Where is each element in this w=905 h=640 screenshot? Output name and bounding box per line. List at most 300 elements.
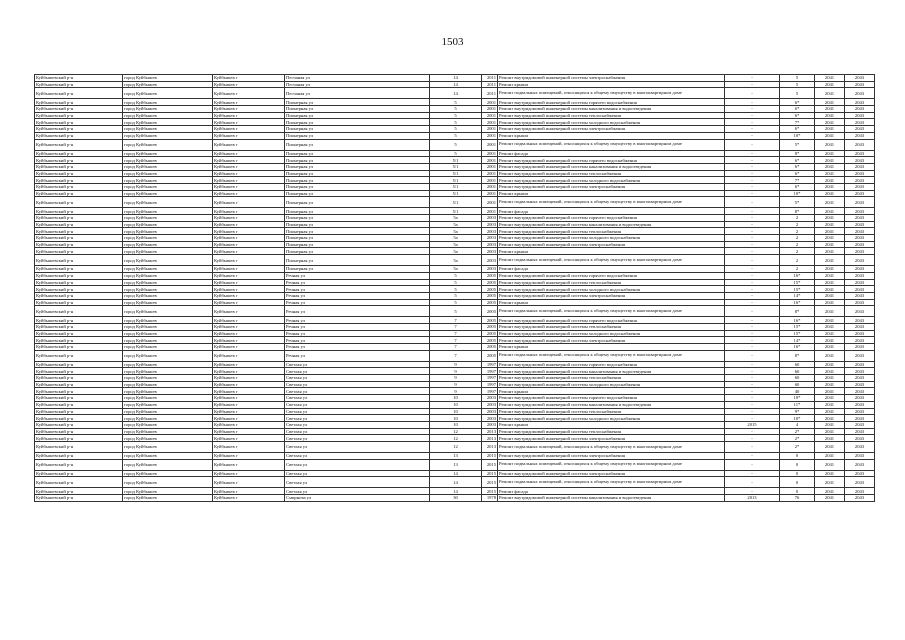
district-cell: Куйбышевский р-н bbox=[35, 183, 123, 190]
street-cell: Пионерная ул bbox=[285, 190, 430, 197]
municipality-cell: город Куйбышев bbox=[123, 215, 213, 222]
municipality-cell: город Куйбышев bbox=[123, 306, 213, 317]
house-number-cell: 5/1 bbox=[430, 177, 482, 184]
plan-end-cell: 2043 bbox=[845, 266, 875, 273]
house-number-cell: 12 bbox=[430, 441, 482, 452]
plan-start-cell: 2041 bbox=[815, 395, 845, 402]
locality-cell: Куйбышев г bbox=[213, 81, 285, 88]
plan-start-cell: 2041 bbox=[815, 132, 845, 139]
municipality-cell: город Куйбышев bbox=[123, 361, 213, 368]
plan-end-cell: 2043 bbox=[845, 221, 875, 228]
build-year-cell: 2001 bbox=[482, 183, 498, 190]
locality-cell: Куйбышев г bbox=[213, 388, 285, 395]
street-cell: Светлая ул bbox=[285, 459, 430, 470]
street-cell: Речная ул bbox=[285, 344, 430, 351]
plan-start-cell: 2041 bbox=[815, 221, 845, 228]
last-repair-year-cell: - bbox=[725, 415, 780, 422]
street-cell: Пионерная ул bbox=[285, 126, 430, 133]
wear-cell: 16* bbox=[780, 272, 815, 279]
work-type-cell: Ремонт внутридомовой инженерной системы холодного водоснабжения bbox=[498, 235, 725, 242]
table-row bbox=[35, 279, 875, 286]
plan-start-cell: 2041 bbox=[815, 459, 845, 470]
plan-end-cell: 2043 bbox=[845, 368, 875, 375]
house-number-cell: 5 bbox=[430, 119, 482, 126]
last-repair-year-cell: - bbox=[725, 452, 780, 459]
build-year-cell: 2005 bbox=[482, 292, 498, 299]
table-row bbox=[35, 132, 875, 139]
district-cell: Куйбышевский р-н bbox=[35, 75, 123, 82]
wear-cell: 10* bbox=[780, 132, 815, 139]
build-year-cell: 2005 bbox=[482, 306, 498, 317]
plan-end-cell: 2043 bbox=[845, 88, 875, 99]
wear-cell: 16* bbox=[780, 299, 815, 306]
locality-cell: Куйбышев г bbox=[213, 375, 285, 382]
house-number-cell: 5 bbox=[430, 286, 482, 293]
build-year-cell: 2003 bbox=[482, 241, 498, 248]
build-year-cell: 1997 bbox=[482, 388, 498, 395]
work-type-cell: Ремонт внутридомовой инженерной системы канализования и водоотведения bbox=[498, 163, 725, 170]
last-repair-year-cell: - bbox=[725, 197, 780, 208]
house-number-cell: 10 bbox=[430, 408, 482, 415]
table-row bbox=[35, 292, 875, 299]
municipality-cell: город Куйбышев bbox=[123, 337, 213, 344]
plan-end-cell: 2043 bbox=[845, 381, 875, 388]
locality-cell: Куйбышев г bbox=[213, 255, 285, 266]
build-year-cell: 2005 bbox=[482, 337, 498, 344]
municipality-cell: город Куйбышев bbox=[123, 132, 213, 139]
district-cell: Куйбышевский р-н bbox=[35, 388, 123, 395]
house-number-cell: 5а bbox=[430, 235, 482, 242]
locality-cell: Куйбышев г bbox=[213, 208, 285, 215]
locality-cell: Куйбышев г bbox=[213, 306, 285, 317]
locality-cell: Куйбышев г bbox=[213, 408, 285, 415]
municipality-cell: город Куйбышев bbox=[123, 228, 213, 235]
build-year-cell: 2001 bbox=[482, 157, 498, 164]
plan-end-cell: 2043 bbox=[845, 459, 875, 470]
municipality-cell: город Куйбышев bbox=[123, 330, 213, 337]
last-repair-year-cell: - bbox=[725, 177, 780, 184]
municipality-cell: город Куйбышев bbox=[123, 395, 213, 402]
locality-cell: Куйбышев г bbox=[213, 99, 285, 106]
district-cell: Куйбышевский р-н bbox=[35, 112, 123, 119]
district-cell: Куйбышевский р-н bbox=[35, 139, 123, 150]
wear-cell: 5 bbox=[780, 81, 815, 88]
street-cell: Пионерная ул bbox=[285, 170, 430, 177]
work-type-cell: Ремонт крыши bbox=[498, 132, 725, 139]
last-repair-year-cell: - bbox=[725, 99, 780, 106]
work-type-cell: Ремонт внутридомовой инженерной системы горячего водоснабжения bbox=[498, 317, 725, 324]
plan-end-cell: 2043 bbox=[845, 337, 875, 344]
last-repair-year-cell: - bbox=[725, 286, 780, 293]
work-type-cell: Ремонт внутридомовой инженерной системы канализования и водоотведения bbox=[498, 368, 725, 375]
table-row bbox=[35, 401, 875, 408]
table-row bbox=[35, 75, 875, 82]
street-cell: Речная ул bbox=[285, 279, 430, 286]
plan-start-cell: 2041 bbox=[815, 272, 845, 279]
municipality-cell: город Куйбышев bbox=[123, 428, 213, 435]
locality-cell: Куйбышев г bbox=[213, 150, 285, 157]
build-year-cell: 2015 bbox=[482, 488, 498, 495]
plan-end-cell: 2043 bbox=[845, 306, 875, 317]
work-type-cell: Ремонт внутридомовой инженерной системы электроснабжения bbox=[498, 241, 725, 248]
plan-end-cell: 2043 bbox=[845, 292, 875, 299]
table-row bbox=[35, 337, 875, 344]
wear-cell: 0 bbox=[780, 470, 815, 477]
district-cell: Куйбышевский р-н bbox=[35, 395, 123, 402]
table-row bbox=[35, 190, 875, 197]
locality-cell: Куйбышев г bbox=[213, 235, 285, 242]
wear-cell: 60 bbox=[780, 361, 815, 368]
wear-cell: 2 bbox=[780, 248, 815, 255]
district-cell: Куйбышевский р-н bbox=[35, 299, 123, 306]
last-repair-year-cell: - bbox=[725, 183, 780, 190]
wear-cell: 2 bbox=[780, 235, 815, 242]
house-number-cell: 9 bbox=[430, 361, 482, 368]
plan-start-cell: 2041 bbox=[815, 119, 845, 126]
municipality-cell: город Куйбышев bbox=[123, 241, 213, 248]
street-cell: Пионерная ул bbox=[285, 197, 430, 208]
last-repair-year-cell: - bbox=[725, 470, 780, 477]
table-row bbox=[35, 421, 875, 428]
plan-start-cell: 2041 bbox=[815, 139, 845, 150]
municipality-cell: город Куйбышев bbox=[123, 255, 213, 266]
wear-cell: 6* bbox=[780, 112, 815, 119]
plan-start-cell: 2041 bbox=[815, 401, 845, 408]
build-year-cell: 2011 bbox=[482, 81, 498, 88]
house-number-cell: 12 bbox=[430, 428, 482, 435]
build-year-cell: 2013 bbox=[482, 428, 498, 435]
municipality-cell: город Куйбышев bbox=[123, 292, 213, 299]
wear-cell: 15* bbox=[780, 330, 815, 337]
municipality-cell: город Куйбышев bbox=[123, 279, 213, 286]
last-repair-year-cell: - bbox=[725, 150, 780, 157]
work-type-cell: Ремонт внутридомовой инженерной системы теплоснабжения bbox=[498, 428, 725, 435]
plan-end-cell: 2043 bbox=[845, 421, 875, 428]
locality-cell: Куйбышев г bbox=[213, 421, 285, 428]
district-cell: Куйбышевский р-н bbox=[35, 323, 123, 330]
wear-cell: 10* bbox=[780, 395, 815, 402]
plan-start-cell: 2041 bbox=[815, 381, 845, 388]
build-year-cell: 2013 bbox=[482, 435, 498, 442]
street-cell: Пионерная ул bbox=[285, 208, 430, 215]
wear-cell: 2 bbox=[780, 215, 815, 222]
municipality-cell: город Куйбышев bbox=[123, 435, 213, 442]
district-cell: Куйбышевский р-н bbox=[35, 197, 123, 208]
plan-end-cell: 2043 bbox=[845, 279, 875, 286]
district-cell: Куйбышевский р-н bbox=[35, 306, 123, 317]
wear-cell: 11* bbox=[780, 401, 815, 408]
plan-end-cell: 2043 bbox=[845, 177, 875, 184]
locality-cell: Куйбышев г bbox=[213, 279, 285, 286]
build-year-cell: 2003 bbox=[482, 235, 498, 242]
street-cell: Пионерная ул bbox=[285, 150, 430, 157]
locality-cell: Куйбышев г bbox=[213, 286, 285, 293]
wear-cell: 8* bbox=[780, 150, 815, 157]
build-year-cell: 2005 bbox=[482, 350, 498, 361]
plan-start-cell: 2041 bbox=[815, 279, 845, 286]
municipality-cell: город Куйбышев bbox=[123, 388, 213, 395]
plan-end-cell: 2043 bbox=[845, 119, 875, 126]
street-cell: Пионерная ул bbox=[285, 266, 430, 273]
plan-end-cell: 2043 bbox=[845, 452, 875, 459]
wear-cell: 14* bbox=[780, 337, 815, 344]
build-year-cell: 2001 bbox=[482, 163, 498, 170]
plan-start-cell: 2041 bbox=[815, 415, 845, 422]
table-row bbox=[35, 81, 875, 88]
municipality-cell: город Куйбышев bbox=[123, 401, 213, 408]
locality-cell: Куйбышев г bbox=[213, 157, 285, 164]
work-type-cell: Ремонт крыши bbox=[498, 421, 725, 428]
district-cell: Куйбышевский р-н bbox=[35, 381, 123, 388]
plan-start-cell: 2041 bbox=[815, 197, 845, 208]
municipality-cell: город Куйбышев bbox=[123, 88, 213, 99]
plan-end-cell: 2043 bbox=[845, 208, 875, 215]
work-type-cell: Ремонт крыши bbox=[498, 344, 725, 351]
street-cell: Пионерная ул bbox=[285, 163, 430, 170]
municipality-cell: город Куйбышев bbox=[123, 266, 213, 273]
build-year-cell: 2001 bbox=[482, 112, 498, 119]
district-cell: Куйбышевский р-н bbox=[35, 228, 123, 235]
wear-cell: 15* bbox=[780, 286, 815, 293]
work-type-cell: Ремонт внутридомовой инженерной системы теплоснабжения bbox=[498, 170, 725, 177]
last-repair-year-cell: - bbox=[725, 208, 780, 215]
district-cell: Куйбышевский р-н bbox=[35, 208, 123, 215]
plan-end-cell: 2043 bbox=[845, 190, 875, 197]
table-row bbox=[35, 350, 875, 361]
municipality-cell: город Куйбышев bbox=[123, 235, 213, 242]
house-number-cell: 7 bbox=[430, 330, 482, 337]
wear-cell: 40 bbox=[780, 388, 815, 395]
house-number-cell: 7 bbox=[430, 344, 482, 351]
street-cell: Пионерная ул bbox=[285, 106, 430, 113]
street-cell: Песчаная ул bbox=[285, 75, 430, 82]
house-number-cell: 7 bbox=[430, 323, 482, 330]
build-year-cell: 2003 bbox=[482, 415, 498, 422]
table-row bbox=[35, 215, 875, 222]
house-number-cell: 9 bbox=[430, 388, 482, 395]
last-repair-year-cell: - bbox=[725, 272, 780, 279]
last-repair-year-cell: - bbox=[725, 132, 780, 139]
district-cell: Куйбышевский р-н bbox=[35, 344, 123, 351]
last-repair-year-cell: - bbox=[725, 292, 780, 299]
table-row bbox=[35, 266, 875, 273]
work-type-cell: Ремонт подвальных помещений, относящихся к общему имуществу в многоквартирном доме bbox=[498, 350, 725, 361]
municipality-cell: город Куйбышев bbox=[123, 139, 213, 150]
work-type-cell: Ремонт подвальных помещений, относящихся к общему имуществу в многоквартирном доме bbox=[498, 88, 725, 99]
street-cell: Светлая ул bbox=[285, 488, 430, 495]
street-cell: Речная ул bbox=[285, 337, 430, 344]
table-row bbox=[35, 248, 875, 255]
last-repair-year-cell: - bbox=[725, 361, 780, 368]
work-type-cell: Ремонт внутридомовой инженерной системы горячего водоснабжения bbox=[498, 395, 725, 402]
table-row bbox=[35, 208, 875, 215]
build-year-cell: 2001 bbox=[482, 139, 498, 150]
table-row bbox=[35, 88, 875, 99]
work-type-cell: Ремонт подвальных помещений, относящихся к общему имуществу в многоквартирном доме bbox=[498, 197, 725, 208]
locality-cell: Куйбышев г bbox=[213, 401, 285, 408]
locality-cell: Куйбышев г bbox=[213, 119, 285, 126]
plan-start-cell: 2041 bbox=[815, 235, 845, 242]
table-row bbox=[35, 286, 875, 293]
locality-cell: Куйбышев г bbox=[213, 106, 285, 113]
street-cell: Светлая ул bbox=[285, 415, 430, 422]
work-type-cell: Ремонт внутридомовой инженерной системы электроснабжения bbox=[498, 126, 725, 133]
municipality-cell: город Куйбышев bbox=[123, 106, 213, 113]
street-cell: Речная ул bbox=[285, 317, 430, 324]
house-number-cell: 5/1 bbox=[430, 197, 482, 208]
street-cell: Речная ул bbox=[285, 299, 430, 306]
plan-end-cell: 2043 bbox=[845, 388, 875, 395]
district-cell: Куйбышевский р-н bbox=[35, 106, 123, 113]
work-type-cell: Ремонт внутридомовой инженерной системы холодного водоснабжения bbox=[498, 177, 725, 184]
last-repair-year-cell: - bbox=[725, 119, 780, 126]
plan-start-cell: 2041 bbox=[815, 388, 845, 395]
plan-end-cell: 2043 bbox=[845, 99, 875, 106]
work-type-cell: Ремонт внутридомовой инженерной системы электроснабжения bbox=[498, 183, 725, 190]
district-cell: Куйбышевский р-н bbox=[35, 177, 123, 184]
house-number-cell: 5а bbox=[430, 241, 482, 248]
plan-start-cell: 2041 bbox=[815, 344, 845, 351]
table-row bbox=[35, 330, 875, 337]
last-repair-year-cell: - bbox=[725, 401, 780, 408]
plan-start-cell: 2041 bbox=[815, 375, 845, 382]
street-cell: Светлая ул bbox=[285, 408, 430, 415]
work-type-cell: Ремонт крыши bbox=[498, 248, 725, 255]
street-cell: Светлая ул bbox=[285, 395, 430, 402]
build-year-cell: 2011 bbox=[482, 75, 498, 82]
wear-cell: 9* bbox=[780, 408, 815, 415]
locality-cell: Куйбышев г bbox=[213, 248, 285, 255]
street-cell: Пионерная ул bbox=[285, 139, 430, 150]
wear-cell: 60 bbox=[780, 375, 815, 382]
district-cell: Куйбышевский р-н bbox=[35, 119, 123, 126]
work-type-cell: Ремонт крыши bbox=[498, 190, 725, 197]
last-repair-year-cell: - bbox=[725, 215, 780, 222]
house-number-cell: 14 bbox=[430, 81, 482, 88]
district-cell: Куйбышевский р-н bbox=[35, 368, 123, 375]
district-cell: Куйбышевский р-н bbox=[35, 401, 123, 408]
locality-cell: Куйбышев г bbox=[213, 292, 285, 299]
locality-cell: Куйбышев г bbox=[213, 163, 285, 170]
last-repair-year-cell: - bbox=[725, 255, 780, 266]
work-type-cell: Ремонт крыши bbox=[498, 388, 725, 395]
plan-start-cell: 2041 bbox=[815, 228, 845, 235]
plan-start-cell: 2041 bbox=[815, 361, 845, 368]
table-row bbox=[35, 183, 875, 190]
locality-cell: Куйбышев г bbox=[213, 441, 285, 452]
wear-cell: 6* bbox=[780, 183, 815, 190]
last-repair-year-cell: - bbox=[725, 190, 780, 197]
last-repair-year-cell: - bbox=[725, 368, 780, 375]
plan-start-cell: 2041 bbox=[815, 163, 845, 170]
house-number-cell: 5а bbox=[430, 221, 482, 228]
house-number-cell: 5 bbox=[430, 299, 482, 306]
municipality-cell: город Куйбышев bbox=[123, 183, 213, 190]
build-year-cell: 2001 bbox=[482, 177, 498, 184]
build-year-cell: 2005 bbox=[482, 330, 498, 337]
work-type-cell: Ремонт внутридомовой инженерной системы холодного водоснабжения bbox=[498, 330, 725, 337]
plan-start-cell: 2041 bbox=[815, 266, 845, 273]
table-row bbox=[35, 241, 875, 248]
work-type-cell: Ремонт фасада bbox=[498, 266, 725, 273]
locality-cell: Куйбышев г bbox=[213, 170, 285, 177]
district-cell: Куйбышевский р-н bbox=[35, 286, 123, 293]
district-cell: Куйбышевский р-н bbox=[35, 375, 123, 382]
build-year-cell: 1978 bbox=[482, 495, 498, 502]
plan-end-cell: 2043 bbox=[845, 488, 875, 495]
last-repair-year-cell: - bbox=[725, 221, 780, 228]
street-cell: Пионерная ул bbox=[285, 183, 430, 190]
build-year-cell: 2003 bbox=[482, 228, 498, 235]
plan-start-cell: 2041 bbox=[815, 241, 845, 248]
build-year-cell: 2001 bbox=[482, 106, 498, 113]
plan-start-cell: 2041 bbox=[815, 75, 845, 82]
plan-end-cell: 2043 bbox=[845, 470, 875, 477]
wear-cell: 7* bbox=[780, 119, 815, 126]
table-body bbox=[35, 75, 875, 502]
plan-start-cell: 2041 bbox=[815, 452, 845, 459]
house-number-cell: 10 bbox=[430, 395, 482, 402]
house-number-cell: 7 bbox=[430, 350, 482, 361]
last-repair-year-cell: - bbox=[725, 317, 780, 324]
street-cell: Песчаная ул bbox=[285, 81, 430, 88]
plan-start-cell: 2041 bbox=[815, 421, 845, 428]
street-cell: Пионерная ул bbox=[285, 255, 430, 266]
work-type-cell: Ремонт внутридомовой инженерной системы горячего водоснабжения bbox=[498, 272, 725, 279]
municipality-cell: город Куйбышев bbox=[123, 248, 213, 255]
district-cell: Куйбышевский р-н bbox=[35, 81, 123, 88]
build-year-cell: 2003 bbox=[482, 255, 498, 266]
last-repair-year-cell: - bbox=[725, 139, 780, 150]
table-row bbox=[35, 361, 875, 368]
street-cell: Светлая ул bbox=[285, 435, 430, 442]
municipality-cell: город Куйбышев bbox=[123, 221, 213, 228]
work-type-cell: Ремонт фасада bbox=[498, 208, 725, 215]
last-repair-year-cell: - bbox=[725, 306, 780, 317]
municipality-cell: город Куйбышев bbox=[123, 317, 213, 324]
last-repair-year-cell: - bbox=[725, 157, 780, 164]
plan-end-cell: 2043 bbox=[845, 139, 875, 150]
last-repair-year-cell: - bbox=[725, 235, 780, 242]
wear-cell: 6* bbox=[780, 163, 815, 170]
wear-cell: 2 bbox=[780, 255, 815, 266]
build-year-cell: 2001 bbox=[482, 126, 498, 133]
last-repair-year-cell: - bbox=[725, 381, 780, 388]
table-row bbox=[35, 452, 875, 459]
house-number-cell: 10 bbox=[430, 421, 482, 428]
locality-cell: Куйбышев г bbox=[213, 470, 285, 477]
build-year-cell: 2003 bbox=[482, 395, 498, 402]
house-number-cell: 5 bbox=[430, 272, 482, 279]
locality-cell: Куйбышев г bbox=[213, 435, 285, 442]
table-row bbox=[35, 415, 875, 422]
plan-start-cell: 2041 bbox=[815, 323, 845, 330]
last-repair-year-cell: - bbox=[725, 441, 780, 452]
plan-start-cell: 2041 bbox=[815, 477, 845, 488]
plan-end-cell: 2043 bbox=[845, 375, 875, 382]
plan-start-cell: 2041 bbox=[815, 208, 845, 215]
wear-cell: 5 bbox=[780, 88, 815, 99]
plan-end-cell: 2043 bbox=[845, 395, 875, 402]
plan-end-cell: 2043 bbox=[845, 228, 875, 235]
municipality-cell: город Куйбышев bbox=[123, 488, 213, 495]
wear-cell: 8* bbox=[780, 208, 815, 215]
wear-cell: 2 bbox=[780, 266, 815, 273]
table-row bbox=[35, 488, 875, 495]
plan-start-cell: 2041 bbox=[815, 317, 845, 324]
locality-cell: Куйбышев г bbox=[213, 75, 285, 82]
work-type-cell: Ремонт внутридомовой инженерной системы холодного водоснабжения bbox=[498, 415, 725, 422]
